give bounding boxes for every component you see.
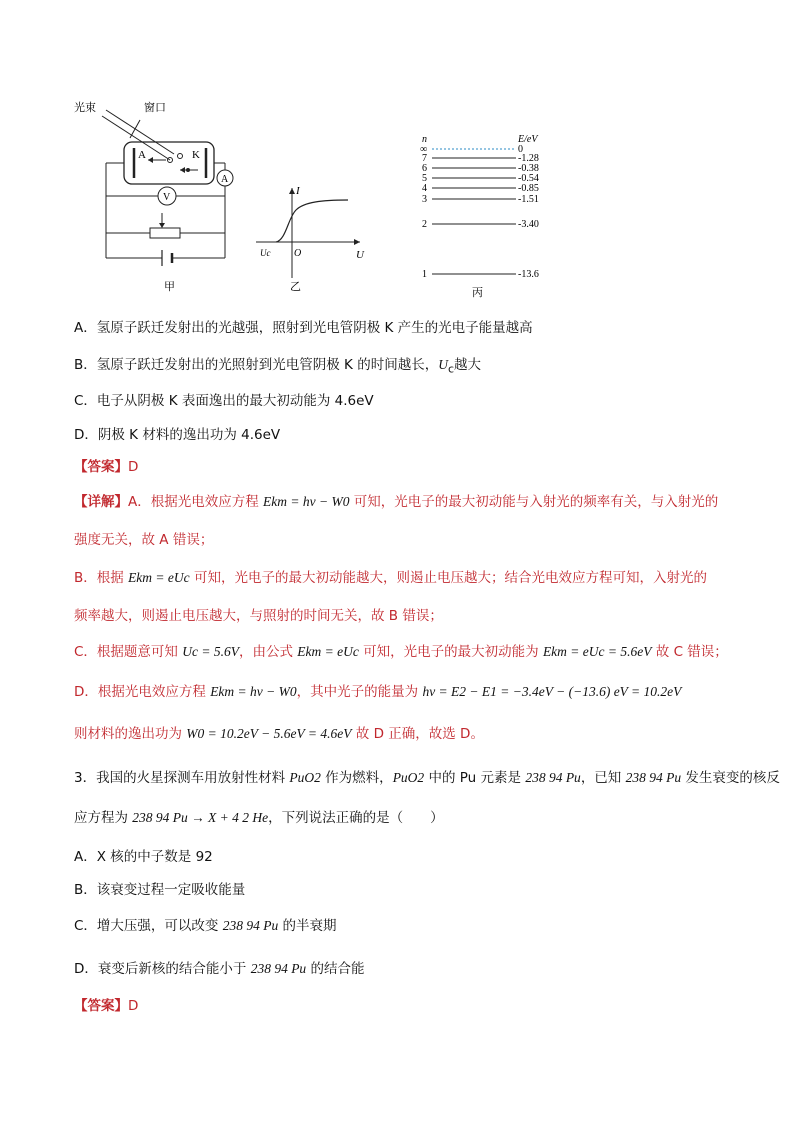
detail-c-eq-3: Ekm = eUc = 5.6eV: [542, 644, 652, 659]
q3-stem-line-2: [74, 806, 444, 826]
q2-option-a: A．氢原子跃迁发射出的光越强，照射到光电管阴极 K 产生的光电子能量越高: [74, 320, 533, 336]
detail-d-text: D．根据光电效应方程: [74, 684, 211, 700]
detail-d-eq-2: hν = E2 − E1 = −3.4eV − (−13.6) eV = 10.2eV: [422, 684, 682, 699]
level-e: -0.54: [518, 173, 539, 184]
detail-b-text-2: 可知，光电子的最大初动能越大，则遏止电压越大；结合光电效应方程可知，入射光的: [189, 570, 707, 586]
q3-stem-line-1: [74, 766, 780, 786]
y-axis-label: I: [296, 185, 300, 197]
q3-stem-text-3: 中的 Pu 元素是: [424, 770, 526, 786]
x-axis-label: U: [356, 249, 364, 261]
q2-answer: [74, 455, 138, 475]
detail-e-text-2: 故 D 正确，故选 D。: [351, 726, 484, 742]
level-n: 4: [422, 183, 427, 194]
q2-option-c: C．电子从阴极 K 表面逸出的最大初动能为 4.6eV: [74, 393, 374, 409]
figure-bing-energy-levels: [414, 130, 564, 302]
q3-option-b: B．该衰变过程一定吸收能量: [74, 882, 246, 898]
q3-option-d-tail: 的结合能: [306, 961, 365, 977]
voltmeter-label: V: [163, 192, 171, 203]
energy-level-2: [422, 219, 539, 230]
q3-stem-text-4: ，已知: [580, 770, 626, 786]
figure-jia-circuit: [70, 98, 245, 298]
detail-c-text: C．根据题意可知: [74, 644, 183, 660]
energy-level-4: [422, 183, 539, 194]
detail-b-equation: Ekm = eUc: [128, 570, 190, 585]
detail-line-7: [74, 722, 484, 742]
beam-label: 光束: [74, 102, 96, 114]
q3-stem-text-2: 作为燃料，: [320, 770, 393, 786]
pu238-nuclide: 238 94 Pu: [525, 770, 581, 785]
q2-option-b: [74, 353, 481, 376]
puo2-formula: PuO2: [289, 770, 321, 785]
detail-line-5: [74, 640, 728, 660]
q3-stem-text-5: 发生衰变的核反: [681, 770, 780, 786]
q2-option-d: D．阴极 K 材料的逸出功为 4.6eV: [74, 427, 281, 443]
origin-label: O: [294, 248, 302, 259]
n-header: n: [422, 134, 427, 145]
detail-line-1: [74, 490, 718, 510]
uc-label: Uc: [260, 248, 271, 258]
detail-line-6: [74, 680, 681, 700]
q3-stem-text-7: ，下列说法正确的是（ ）: [268, 810, 444, 826]
level-e: -0.85: [518, 183, 539, 194]
iu-curve: [276, 200, 348, 242]
q3-option-c: [74, 914, 337, 934]
detail-a-text: A．根据光电效应方程: [128, 494, 264, 510]
detail-a-text-2: 可知，光电子的最大初动能与入射光的频率有关，与入射光的: [349, 494, 719, 510]
q2-option-b-text: B．氢原子跃迁发射出的光照射到光电管阴极 K 的时间越长，: [74, 357, 439, 373]
detail-line-4: 频率越大，则遏止电压越大，与照射的时间无关，故 B 错误；: [74, 608, 443, 624]
detail-c-text-4: 故 C 错误；: [651, 644, 728, 660]
detail-d-eq-1: Ekm = hν − W0: [210, 684, 297, 699]
level-n: 2: [422, 219, 427, 230]
energy-level-inf: [420, 144, 523, 155]
level-e: -13.6: [518, 269, 539, 280]
detail-b-text: B．根据: [74, 570, 129, 586]
energy-level-3: [422, 194, 539, 205]
level-n: 7: [422, 153, 427, 164]
level-e: -3.40: [518, 219, 539, 230]
detail-c-text-2: ，由公式: [238, 644, 298, 660]
detail-d-text-2: ，其中光子的能量为: [296, 684, 423, 700]
detail-line-2: 强度无关，故 A 错误；: [74, 532, 214, 548]
uc-subscript: c: [447, 362, 455, 376]
level-n: 1: [422, 269, 427, 280]
uc-symbol: U: [438, 357, 448, 372]
decay-equation: 238 94 Pu → X + 4 2 He: [132, 810, 269, 825]
q3-option-d: [74, 957, 364, 977]
pu238-nuclide-2: 238 94 Pu: [625, 770, 682, 785]
q3-answer: [74, 994, 138, 1014]
q2-option-b-tail: 越大: [454, 357, 482, 373]
puo2-formula-2: PuO2: [392, 770, 425, 785]
detail-a-equation: Ekm = hν − W0: [263, 494, 350, 509]
detail-e-text: 则材料的逸出功为: [74, 726, 187, 742]
ammeter-label: A: [221, 174, 229, 185]
window-label: 窗口: [144, 102, 166, 114]
detail-c-eq-1: Uc = 5.6V: [182, 644, 239, 659]
level-e: -1.28: [518, 153, 539, 164]
detail-e-equation: W0 = 10.2eV − 5.6eV = 4.6eV: [186, 726, 352, 741]
level-n: 5: [422, 173, 427, 184]
energy-level-1: [422, 269, 539, 280]
pu238-nuclide-4: 238 94 Pu: [250, 961, 307, 976]
answer-tag: 【答案】: [74, 459, 128, 475]
pu238-nuclide-3: 238 94 Pu: [222, 918, 279, 933]
rheostat: [150, 228, 180, 238]
q3-stem-text: 3．我国的火星探测车用放射性材料: [74, 770, 290, 786]
level-e: -1.51: [518, 194, 539, 205]
q3-stem-text-6: 应方程为: [74, 810, 133, 826]
detail-line-3: [74, 566, 707, 586]
answer-value: D: [128, 459, 139, 475]
detail-c-text-3: 可知，光电子的最大初动能为: [358, 644, 543, 660]
figure-yi-iu-curve: [252, 182, 372, 298]
q3-option-a: A．X 核的中子数是 92: [74, 849, 213, 865]
anode-label: A: [138, 149, 146, 161]
level-e: 0: [518, 144, 523, 155]
level-n: 6: [422, 163, 427, 174]
level-e: -0.38: [518, 163, 539, 174]
q3-option-d-text: D．衰变后新核的结合能小于: [74, 961, 251, 977]
detail-c-eq-2: Ekm = eUc: [297, 644, 359, 659]
answer-tag: 【答案】: [74, 998, 128, 1014]
caption-jia: 甲: [164, 281, 175, 293]
caption-bing: 丙: [472, 287, 483, 299]
detail-tag: 【详解】: [74, 494, 128, 510]
q3-option-c-text: C．增大压强，可以改变: [74, 918, 223, 934]
answer-value: D: [128, 998, 139, 1014]
cathode-label: K: [192, 149, 200, 161]
q3-option-c-tail: 的半衰期: [278, 918, 337, 934]
e-header: E/eV: [518, 134, 538, 145]
level-n: 3: [422, 194, 427, 205]
level-n: ∞: [420, 144, 428, 155]
caption-yi: 乙: [290, 281, 301, 293]
